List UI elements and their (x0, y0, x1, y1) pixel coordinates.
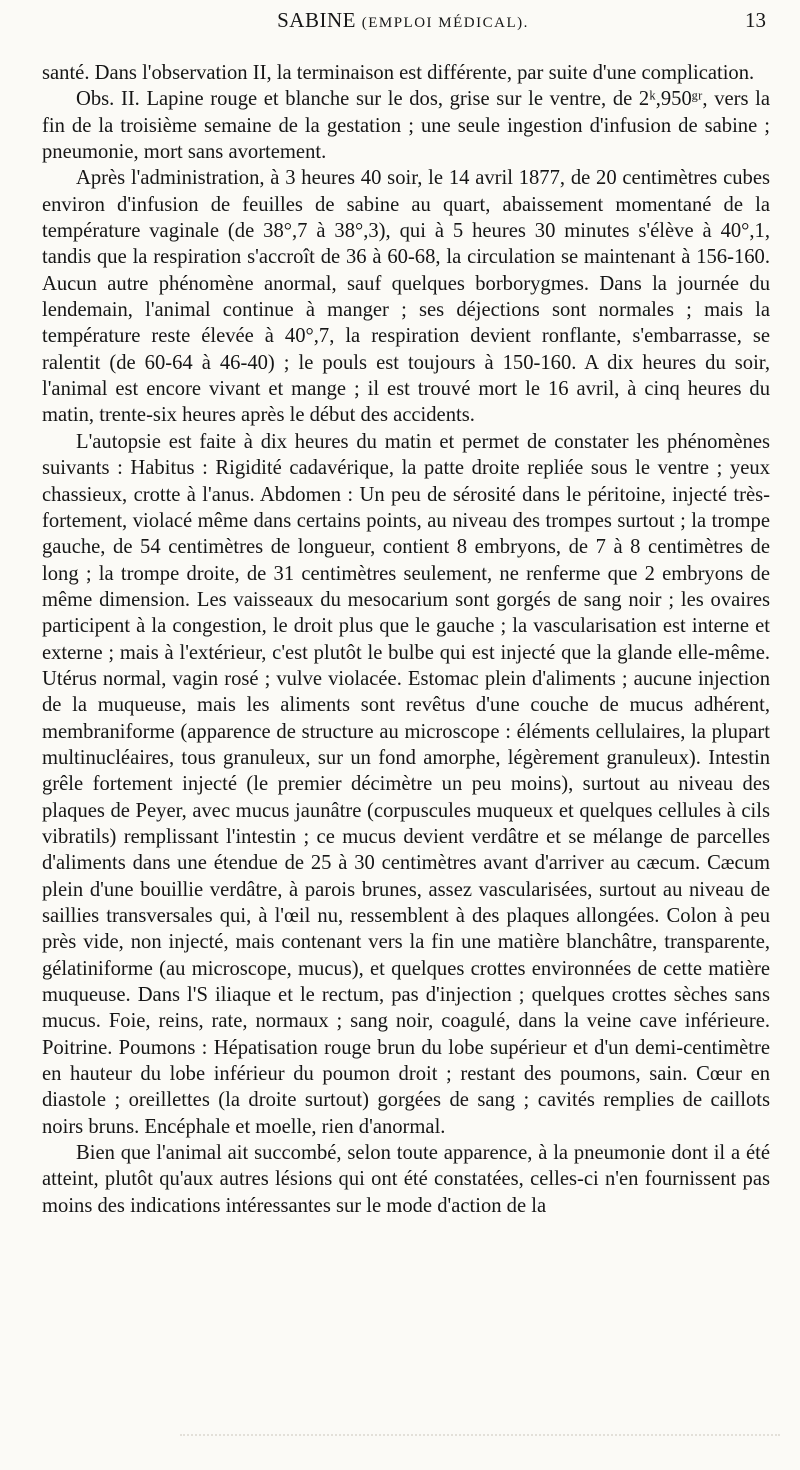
page-number: 13 (745, 8, 766, 32)
running-title (34, 8, 772, 33)
paragraph-observation-heading: Obs. II. Lapine rouge et blanche sur le dos, grise sur le ventre, de 2ᵏ,950ᵍʳ, vers la fin de la troisième semaine de la gestation ; une seule ingestion d'infusion de sabine ; pneumonie, mort sans avortement. (42, 88, 770, 164)
paragraph-conclusion: Bien que l'animal ait succombé, selon toute apparence, à la pneumonie dont il a été atteint, plutôt qu'aux autres lésions qui ont été constatées, celles-ci n'en fournissent pas moins des indications intéressantes sur le mode d'action de la (42, 1142, 770, 1217)
running-title-subtitle: (EMPLOI MÉDICAL). (361, 15, 529, 31)
running-title-main: SABINE (277, 8, 356, 32)
paragraph-continuation: santé. Dans l'observation II, la terminaison est différente, par suite d'une complication. (42, 62, 755, 84)
faint-bleed-through-marks (180, 1434, 780, 1444)
running-header (34, 8, 772, 48)
paragraph-autopsy: L'autopsie est faite à dix heures du matin et permet de constater les phénomènes suivants : Habitus : Rigidité cadavérique, la patte droite repliée sous le ventre ; yeux chassieux, crotte à l'anus. Abdomen : Un peu de sérosité dans le péritoine, injecté très-fortement, violacé même dans certains points, au niveau des trompes surtout ; la trompe gauche, de 54 centimètres de longueur, contient 8 embryons, de 7 à 8 centimètres de long ; la trompe droite, de 31 centimètres seulement, ne renferme que 2 embryons de même dimension. Les vaisseaux du mesocarium sont gorgés de sang noir ; les ovaires participent à la congestion, le droit plus que le gauche ; la vascularisation est interne et externe ; mais à l'extérieur, c'est plutôt le bulbe qui est injecté que la glande elle-même. Utérus normal, vagin rosé ; vulve violacée. Estomac plein d'aliments ; aucune injection de la muqueuse, mais les aliments sont revêtus d'une couche de mucus adhérent, membraniforme (apparence de structure au microscope : éléments cellulaires, la plupart multinucléaires, tous granuleux, sur un fond amorphe, légèrement granuleux). Intestin grêle fortement injecté (le premier décimètre un peu moins), surtout au niveau des plaques de Peyer, avec mucus jaunâtre (corpuscules muqueux et quelques cellules à cils vibratils) remplissant l'intestin ; ce mucus devient verdâtre et se mélange de parcelles d'aliments dans une étendue de 25 à 30 centimètres avant d'arriver au cæcum. Cæcum plein d'une bouillie verdâtre, à parois brunes, assez vascularisées, surtout au niveau de saillies transversales qui, à l'œil nu, ressemblent à des plaques allongées. Colon à peu près vide, non injecté, mais contenant vers la fin une matière blanchâtre, transparente, gélatiniforme (au microscope, mucus), et quelques crottes environnées de cette matière muqueuse. Dans l'S iliaque et le rectum, pas d'injection ; quelques crottes sèches sans mucus. Foie, reins, rate, normaux ; sang noir, coagulé, dans la veine cave inférieure. Poitrine. Poumons : Hépatisation rouge brun du lobe supérieur et d'un demi-centimètre en hauteur du lobe inférieur du poumon droit ; restant des poumons, sain. Cœur en diastole ; oreillettes (la droite surtout) gorgées de sang ; cavités remplies de caillots noirs bruns. Encéphale et moelle, rien d'anormal. (42, 430, 770, 1138)
body-text (42, 60, 770, 1219)
paragraph-administration: Après l'administration, à 3 heures 40 soir, le 14 avril 1877, de 20 centimètres cubes environ d'infusion de feuilles de sabine au quart, abaissement momentané de la température vaginale (de 38°,7 à 38°,3), qui à 5 heures 30 minutes s'élève à 40°,1, tandis que la respiration s'accroît de 36 à 60-68, la circulation se maintenant à 156-160. Aucun autre phénomène anormal, sauf quelques borborygmes. Dans la journée du lendemain, l'animal continue à manger ; ses déjections sont normales ; mais la température reste élevée à 40°,7, la respiration devient ronflante, s'embarrasse, se ralentit (de 60-64 à 46-40) ; le pouls est toujours à 150-160. A dix heures du soir, l'animal est encore vivant et mange ; il est trouvé mort le 16 avril, à cinq heures du matin, trente-six heures après le début des accidents. (42, 167, 770, 427)
